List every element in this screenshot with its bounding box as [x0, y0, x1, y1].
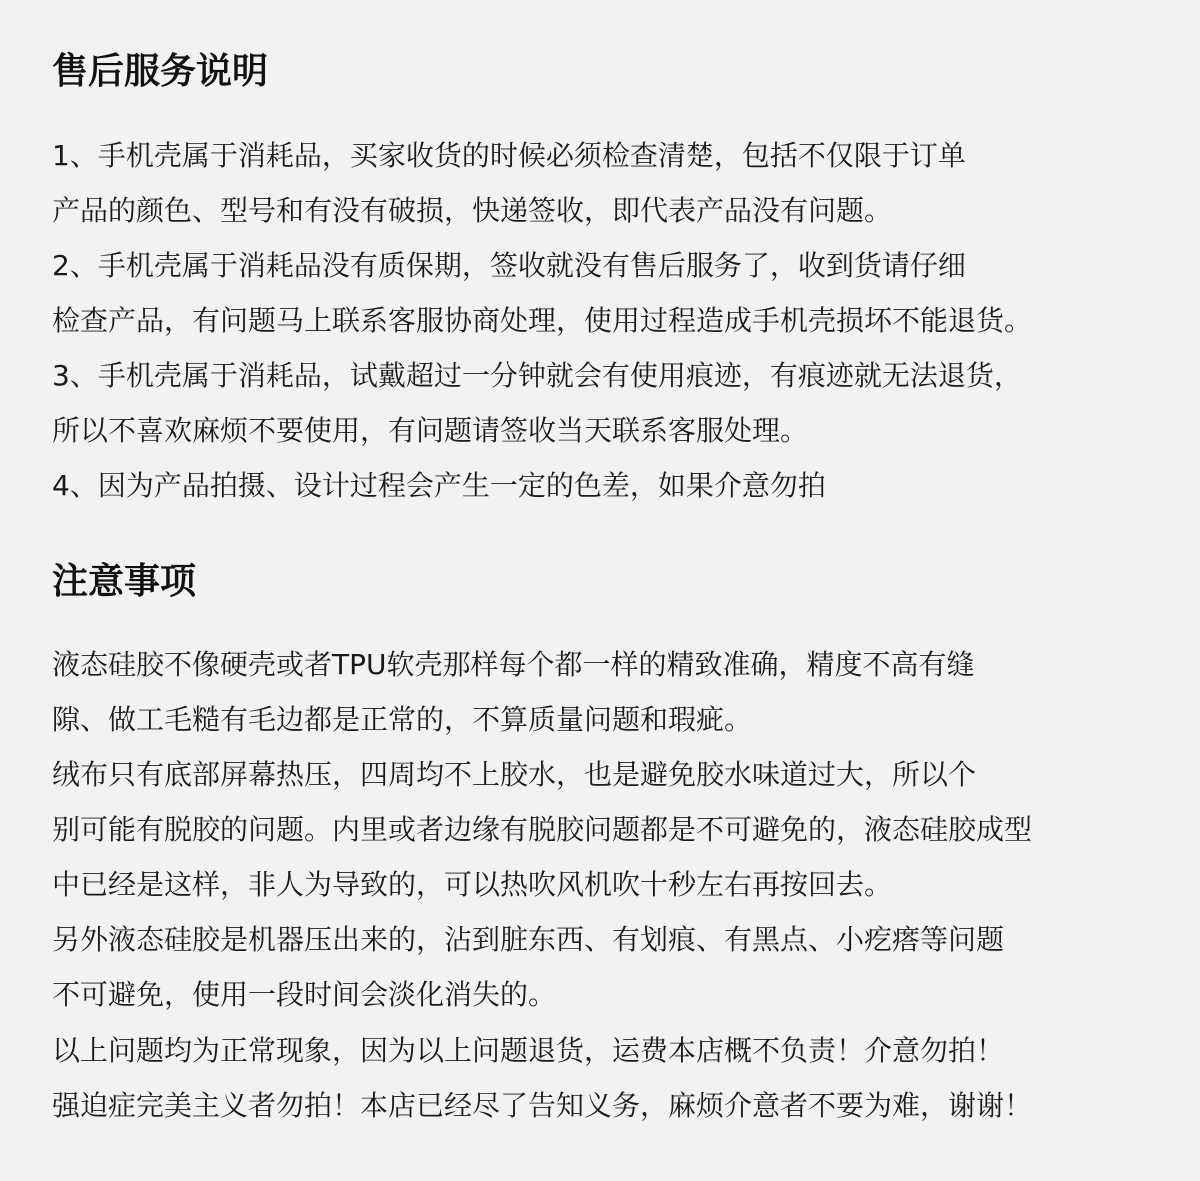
notes-line-1: 液态硅胶不像硬壳或者TPU软壳那样每个都一样的精致准确，精度不高有缝 [52, 648, 975, 681]
notes-line-7: 不可避免，使用一段时间会淡化消失的。 [52, 978, 557, 1011]
notes-line-3: 绒布只有底部屏幕热压，四周均不上胶水，也是避免胶水味道过大，所以个 [52, 758, 977, 791]
notes-line-9: 强迫症完美主义者勿拍！本店已经尽了告知义务，麻烦介意者不要为难，谢谢！ [52, 1089, 1033, 1122]
notes-line-5: 中已经是这样，非人为导致的，可以热吹风机吹十秒左右再按回去。 [52, 868, 893, 901]
notes-line-6: 另外液态硅胶是机器压出来的，沾到脏东西、有划痕、有黑点、小疙瘩等问题 [52, 923, 1005, 956]
notes-line-2: 隙、做工毛糙有毛边都是正常的，不算质量问题和瑕疵。 [52, 703, 753, 736]
after-sales-line-7: 4、因为产品拍摄、设计过程会产生一定的色差，如果介意勿拍 [52, 469, 826, 502]
after-sales-line-2: 产品的颜色、型号和有没有破损，快递签收，即代表产品没有问题。 [52, 194, 893, 227]
after-sales-title: 售后服务说明 [52, 51, 269, 92]
after-sales-line-6: 所以不喜欢麻烦不要使用，有问题请签收当天联系客服处理。 [52, 414, 809, 447]
notes-line-4: 别可能有脱胶的问题。内里或者边缘有脱胶问题都是不可避免的，液态硅胶成型 [52, 813, 1033, 846]
after-sales-line-3: 2、手机壳属于消耗品没有质保期，签收就没有售后服务了，收到货请仔细 [52, 249, 966, 282]
after-sales-line-4: 检查产品，有问题马上联系客服协商处理，使用过程造成手机壳损坏不能退货。 [52, 304, 1033, 337]
notes-line-8: 以上问题均为正常现象，因为以上问题退货，运费本店概不负责！介意勿拍！ [52, 1034, 1005, 1067]
notes-title: 注意事项 [52, 561, 197, 602]
after-sales-line-5: 3、手机壳属于消耗品，试戴超过一分钟就会有使用痕迹，有痕迹就无法退货， [52, 359, 1022, 392]
after-sales-line-1: 1、手机壳属于消耗品，买家收货的时候必须检查清楚，包括不仅限于订单 [52, 139, 966, 172]
